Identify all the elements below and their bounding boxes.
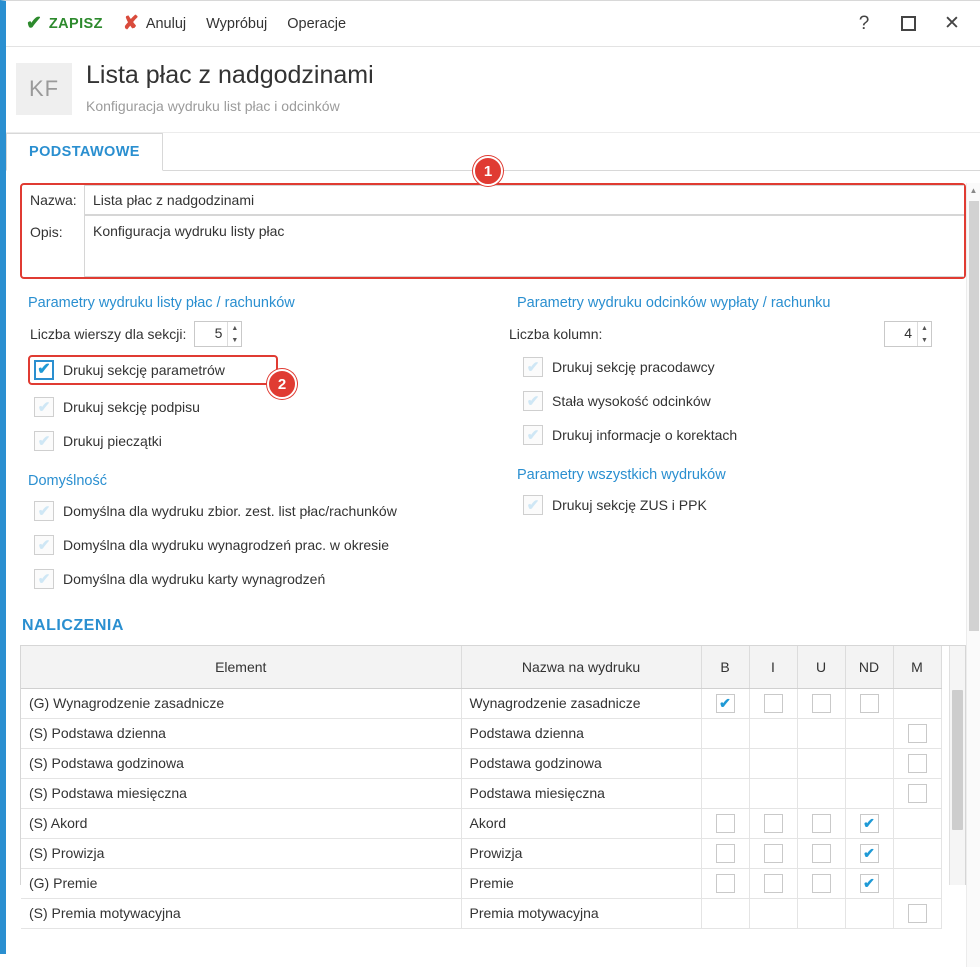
checkbox-domyslna-karty-wynagrodzen[interactable]: [30, 567, 493, 591]
cell-flag-m[interactable]: [893, 898, 941, 928]
rows-per-section-value: 5: [214, 325, 223, 341]
cell-flag-u: [797, 718, 845, 748]
cell-nazwa-na-wydruku[interactable]: Podstawa miesięczna: [461, 778, 701, 808]
checkbox-icon[interactable]: [908, 904, 927, 923]
cell-flag-m[interactable]: [893, 748, 941, 778]
name-description-box: [20, 183, 966, 279]
checkmark-icon: ✔: [719, 695, 731, 711]
table-row[interactable]: [21, 868, 941, 898]
cell-flag-m[interactable]: [893, 718, 941, 748]
page-header: [6, 47, 980, 133]
header-titles: [86, 61, 374, 114]
right-column: [493, 293, 966, 601]
cell-nazwa-na-wydruku[interactable]: Akord: [461, 808, 701, 838]
page-scrollbar[interactable]: [966, 183, 980, 967]
cell-element: (S) Prowizja: [21, 838, 461, 868]
checkbox-icon[interactable]: [860, 874, 879, 893]
cell-element: (G) Premie: [21, 868, 461, 898]
table-scrollbar[interactable]: [949, 646, 965, 885]
avatar: KF: [16, 63, 72, 115]
close-icon: ✕: [944, 13, 960, 34]
table-row[interactable]: [21, 688, 941, 718]
page-scrollbar-thumb[interactable]: [969, 201, 979, 631]
checkbox-icon[interactable]: [716, 694, 735, 713]
close-button[interactable]: [930, 2, 974, 46]
try-button-label: Wypróbuj: [206, 15, 268, 32]
cancel-button-label: Anuluj: [145, 15, 187, 32]
stepper-up-icon[interactable]: ▲: [231, 324, 239, 332]
checkbox-icon[interactable]: [908, 724, 927, 743]
callout-badge-1: 1: [473, 156, 503, 186]
checkbox-label: Domyślna dla wydruku karty wynagrodzeń: [63, 571, 326, 587]
checkbox-icon[interactable]: ✔: [523, 495, 543, 515]
checkbox-label: Drukuj informacje o korektach: [552, 427, 738, 443]
stepper-down-icon[interactable]: ▼: [921, 336, 928, 344]
checkbox-label: Drukuj sekcję podpisu: [63, 399, 200, 415]
checkbox-drukuj-pieczatki[interactable]: [30, 429, 493, 453]
description-input[interactable]: [84, 215, 964, 277]
checkbox-icon[interactable]: ✔: [34, 431, 54, 451]
maximize-button[interactable]: [886, 2, 930, 46]
tab-podstawowe-label: PODSTAWOWE: [29, 144, 140, 160]
columns-count-stepper[interactable]: [884, 321, 932, 347]
column-header-nazwa[interactable]: Nazwa na wydruku: [461, 646, 701, 688]
operations-button[interactable]: [277, 11, 356, 37]
table-row[interactable]: [21, 778, 941, 808]
checkbox-icon[interactable]: [860, 814, 879, 833]
save-button[interactable]: [16, 9, 113, 38]
cell-flag-b[interactable]: [701, 808, 749, 838]
checkbox-icon[interactable]: [764, 874, 783, 893]
table-header-row: [21, 646, 941, 688]
checkbox-label: Domyślna dla wydruku zbior. zest. list płac/rachunków: [63, 503, 397, 519]
checkbox-label: Drukuj sekcję parametrów: [63, 362, 225, 378]
cell-flag-nd: [845, 748, 893, 778]
checkbox-drukuj-sekcje-pracodawcy[interactable]: [519, 355, 966, 379]
table-row[interactable]: [21, 838, 941, 868]
cell-flag-i[interactable]: [749, 808, 797, 838]
cell-flag-b: [701, 898, 749, 928]
operations-button-label: Operacje: [287, 15, 347, 32]
cell-flag-i[interactable]: [749, 688, 797, 718]
cell-flag-m: [893, 808, 941, 838]
checkbox-icon[interactable]: [812, 844, 831, 863]
cell-flag-nd[interactable]: [845, 868, 893, 898]
tab-podstawowe[interactable]: [6, 133, 163, 171]
maximize-icon: [901, 16, 916, 31]
checkbox-icon[interactable]: [764, 694, 783, 713]
parameters-columns: [6, 279, 980, 601]
scroll-up-icon[interactable]: ▲: [969, 185, 978, 195]
cell-nazwa-na-wydruku[interactable]: Premia motywacyjna: [461, 898, 701, 928]
checkbox-icon[interactable]: [908, 754, 927, 773]
checkmark-icon: ✔: [863, 815, 875, 831]
checkbox-icon[interactable]: ✔: [34, 569, 54, 589]
checkbox-icon[interactable]: ✔: [34, 360, 54, 380]
stepper-down-icon[interactable]: ▼: [231, 336, 239, 344]
page-subtitle: Konfiguracja wydruku list płac i odcinków: [86, 97, 340, 114]
cell-flag-u: [797, 898, 845, 928]
checkbox-icon[interactable]: ✔: [34, 501, 54, 521]
checkbox-icon[interactable]: ✔: [523, 391, 543, 411]
checkbox-icon[interactable]: [716, 874, 735, 893]
cell-flag-nd[interactable]: [845, 688, 893, 718]
spacer: [20, 463, 493, 471]
checkbox-icon[interactable]: ✔: [523, 357, 543, 377]
checkbox-icon[interactable]: [860, 844, 879, 863]
table-row[interactable]: [21, 748, 941, 778]
cell-element: (S) Podstawa dzienna: [21, 718, 461, 748]
rows-per-section-label: Liczba wierszy dla sekcji:: [30, 326, 187, 342]
cell-nazwa-na-wydruku[interactable]: Podstawa godzinowa: [461, 748, 701, 778]
checkbox-icon[interactable]: [812, 874, 831, 893]
table-body: [21, 688, 941, 928]
checkmark-icon: ✔: [26, 13, 42, 34]
table-scrollbar-thumb[interactable]: [952, 690, 963, 830]
cell-flag-b: [701, 748, 749, 778]
cell-flag-u[interactable]: [797, 838, 845, 868]
try-button[interactable]: [196, 11, 277, 37]
all-printouts-section-title: Parametry wszystkich wydruków: [517, 467, 726, 483]
cell-flag-nd: [845, 898, 893, 928]
table-row[interactable]: [21, 718, 941, 748]
checkbox-drukuj-sekcje-podpisu[interactable]: [30, 395, 493, 419]
cell-flag-b[interactable]: [701, 688, 749, 718]
cell-flag-b: [701, 778, 749, 808]
save-button-label: ZAPISZ: [48, 15, 103, 32]
cell-element: (S) Podstawa miesięczna: [21, 778, 461, 808]
cell-flag-nd[interactable]: [845, 838, 893, 868]
cell-flag-nd: [845, 718, 893, 748]
rows-per-section-stepper[interactable]: [194, 321, 242, 347]
columns-count-value: 4: [904, 325, 912, 341]
top-toolbar: [6, 1, 980, 47]
cell-element: (S) Podstawa godzinowa: [21, 748, 461, 778]
cell-flag-u[interactable]: [797, 688, 845, 718]
cell-flag-m: [893, 688, 941, 718]
checkbox-icon[interactable]: [764, 814, 783, 833]
cell-flag-i: [749, 748, 797, 778]
cell-flag-i: [749, 778, 797, 808]
stepper-up-icon[interactable]: ▲: [921, 324, 928, 332]
checkbox-domyslna-wynagrodzen-prac[interactable]: [30, 533, 493, 557]
page-title: Lista płac z nadgodzinami: [86, 61, 374, 89]
spacer: [509, 457, 966, 465]
stepper-arrows[interactable]: [917, 322, 931, 346]
callout-badge-2: 2: [267, 369, 297, 399]
checkbox-label: Drukuj sekcję ZUS i PPK: [552, 497, 707, 513]
description-row: [22, 215, 964, 277]
checkbox-icon[interactable]: [860, 694, 879, 713]
naliczenia-table: [21, 646, 942, 929]
description-label: Opis:: [30, 224, 63, 240]
checkbox-icon[interactable]: [908, 784, 927, 803]
cell-flag-u: [797, 778, 845, 808]
checkbox-drukuj-sekcje-parametrow[interactable]: [28, 355, 278, 385]
naliczenia-table-wrapper: [20, 645, 966, 921]
left-column: [20, 293, 493, 601]
column-header-nd[interactable]: ND: [845, 646, 893, 688]
cell-nazwa-na-wydruku[interactable]: Premie: [461, 868, 701, 898]
naliczenia-title: NALICZENIA: [22, 617, 124, 634]
cell-element: (G) Wynagrodzenie zasadnicze: [21, 688, 461, 718]
cell-nazwa-na-wydruku[interactable]: Wynagrodzenie zasadnicze: [461, 688, 701, 718]
cell-flag-m: [893, 838, 941, 868]
left-section-title: Parametry wydruku listy płac / rachunków: [28, 295, 295, 311]
cell-flag-b: [701, 718, 749, 748]
cell-nazwa-na-wydruku[interactable]: Prowizja: [461, 838, 701, 868]
cancel-button[interactable]: [113, 9, 196, 38]
cell-flag-b[interactable]: [701, 868, 749, 898]
columns-count-label: Liczba kolumn:: [509, 326, 603, 342]
stepper-arrows[interactable]: [227, 322, 241, 346]
name-input[interactable]: [84, 185, 964, 215]
column-header-element[interactable]: Element: [21, 646, 461, 688]
cell-flag-i: [749, 898, 797, 928]
cell-flag-u[interactable]: [797, 868, 845, 898]
rows-per-section-row: [30, 321, 493, 347]
checkbox-domyslna-zbior-zest[interactable]: [30, 499, 493, 523]
cell-flag-i[interactable]: [749, 868, 797, 898]
table-row[interactable]: [21, 808, 941, 838]
checkbox-icon[interactable]: [716, 844, 735, 863]
columns-count-row: [509, 321, 966, 347]
cell-flag-m: [893, 868, 941, 898]
name-row: [22, 185, 964, 215]
column-header-i[interactable]: I: [749, 646, 797, 688]
checkbox-label: Drukuj pieczątki: [63, 433, 162, 449]
cell-nazwa-na-wydruku[interactable]: Podstawa dzienna: [461, 718, 701, 748]
checkbox-icon[interactable]: ✔: [34, 535, 54, 555]
checkbox-icon[interactable]: ✔: [523, 425, 543, 445]
cell-flag-u[interactable]: [797, 808, 845, 838]
checkbox-icon[interactable]: [812, 694, 831, 713]
checkbox-icon[interactable]: [812, 814, 831, 833]
name-label: Nazwa:: [30, 192, 77, 208]
column-header-m[interactable]: M: [893, 646, 941, 688]
cross-icon: ✘: [122, 13, 139, 34]
checkbox-label: Drukuj sekcję pracodawcy: [552, 359, 715, 375]
cell-flag-i[interactable]: [749, 838, 797, 868]
help-button[interactable]: [842, 2, 886, 46]
cell-flag-u: [797, 748, 845, 778]
checkbox-drukuj-informacje-o-korektach[interactable]: [519, 423, 966, 447]
cell-flag-nd[interactable]: [845, 808, 893, 838]
cell-flag-m[interactable]: [893, 778, 941, 808]
checkbox-icon[interactable]: [716, 814, 735, 833]
cell-flag-nd: [845, 778, 893, 808]
column-header-b[interactable]: B: [701, 646, 749, 688]
checkbox-icon[interactable]: ✔: [34, 397, 54, 417]
cell-element: (S) Akord: [21, 808, 461, 838]
checkbox-drukuj-sekcje-zus-ppk[interactable]: [519, 493, 966, 517]
content-area: [6, 183, 980, 967]
checkmark-icon: ✔: [863, 875, 875, 891]
help-icon: ?: [858, 12, 870, 34]
cell-flag-i: [749, 718, 797, 748]
column-header-u[interactable]: U: [797, 646, 845, 688]
right-section-title: Parametry wydruku odcinków wypłaty / rachunku: [517, 295, 831, 311]
cell-flag-b[interactable]: [701, 838, 749, 868]
checkbox-label: Domyślna dla wydruku wynagrodzeń prac. w okresie: [63, 537, 390, 553]
default-section-title: Domyślność: [28, 473, 107, 489]
checkbox-stala-wysokosc-odcinkow[interactable]: [519, 389, 966, 413]
checkmark-icon: ✔: [863, 845, 875, 861]
cell-element: (S) Premia motywacyjna: [21, 898, 461, 928]
checkbox-icon[interactable]: [764, 844, 783, 863]
checkbox-label: Stała wysokość odcinków: [552, 393, 711, 409]
table-row[interactable]: [21, 898, 941, 928]
